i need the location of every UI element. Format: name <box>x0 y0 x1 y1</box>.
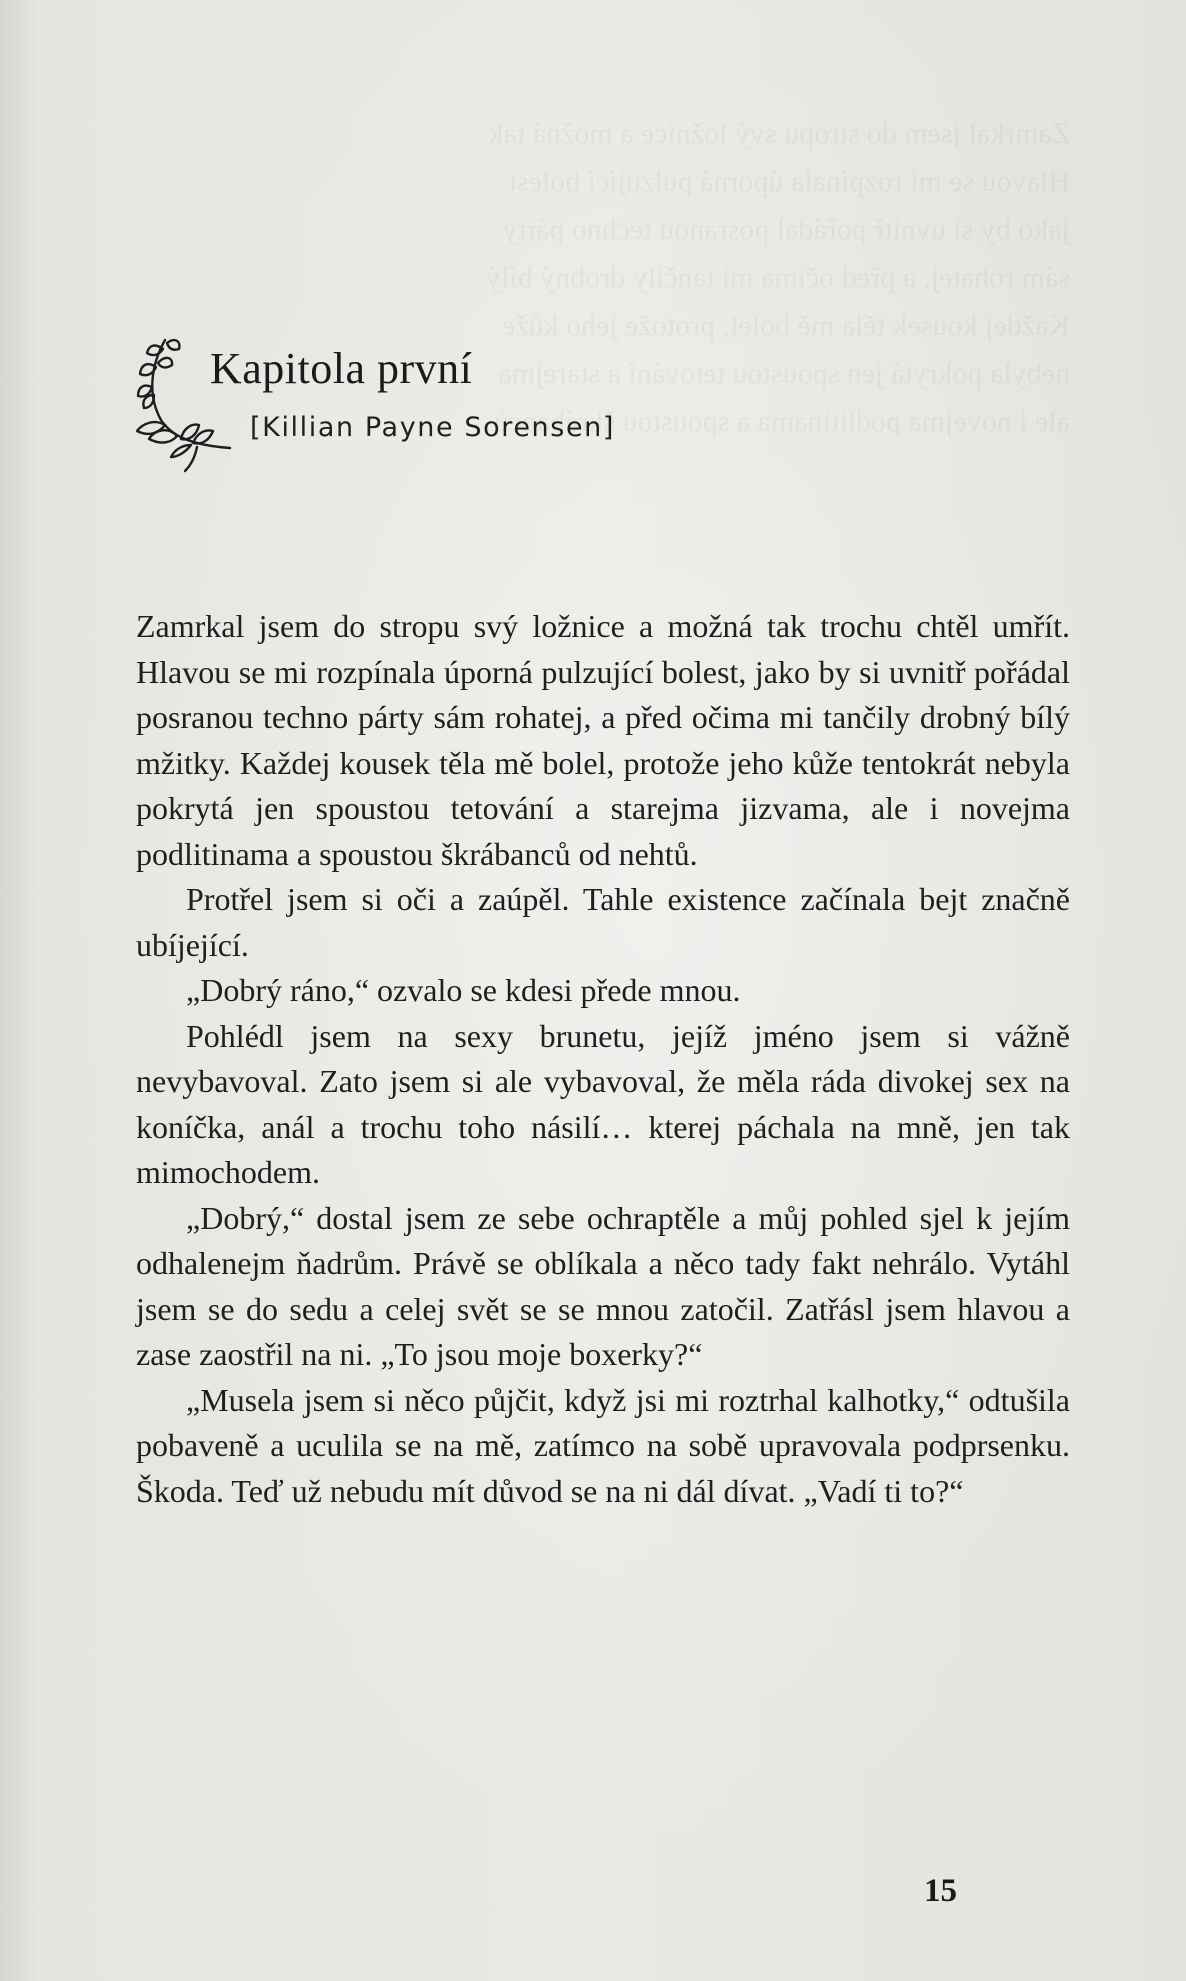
chapter-header <box>125 335 745 475</box>
chapter-title: Kapitola první <box>210 344 473 393</box>
paragraph: „Dobrý ráno,“ ozvalo se kdesi přede mnou. <box>186 972 741 1008</box>
show-through-text: Zamrkal jsem do stropu svý ložnice a možná tak Hlavou se mi rozpínala úporná pulzující bolest jako by si uvnitř pořádal posranou techno párty sám rohatej, a před očima mi tančily drobný bílý Každej kousek těla mě bolel, protože jeho kůže nebyla pokrytá jen spoustou tetování a starejma ale i novejma podlitinama a spoustou škrábanců <box>485 117 1070 438</box>
paragraph: Protřel jsem si oči a zaúpěl. Tahle existence začínala bejt značně ubíjející. <box>136 881 1070 963</box>
page-number: 15 <box>924 1873 957 1909</box>
paragraph: „Dobrý,“ dostal jsem ze sebe ochraptěle a můj pohled sjel k jejím odhalenejm ňadrům. Právě se oblíkala a něco tady fakt nehrálo. Vytáhl jsem se do sedu a celej svět se se mnou zatočil. Zatřásl jsem hlavou a zase zaostřil na ni. „To jsou moje boxerky?“ <box>136 1199 1070 1372</box>
chapter-body <box>136 604 1070 1514</box>
paragraph: Zamrkal jsem do stropu svý ložnice a možná tak trochu chtěl umřít. Hlavou se mi rozpínala úporná pulzující bolest, jako by si uvnitř pořádal posranou techno párty sám rohatej, a před očima mi tančily drobný bílý mžitky. Každej kousek těla mě bolel, protože jeho kůže tentokrát nebyla pokrytá jen spoustou tetování a starejma jizvama, ale i novejma podlitinama a spoustou škrábanců od nehtů. <box>136 608 1070 872</box>
chapter-subtitle: [Killian Payne Sorensen] <box>250 412 615 443</box>
paragraph: „Musela jsem si něco půjčit, když jsi mi roztrhal kalhotky,“ odtušila pobaveně a uculila se na mě, zatímco na sobě upravovala podprsenku. Škoda. Teď už nebudu mít důvod se na ni dál dívat. „Vadí ti to?“ <box>136 1381 1070 1509</box>
paragraph: Pohlédl jsem na sexy brunetu, jejíž jméno jsem si vážně nevybavoval. Zato jsem si ale vybavoval, že měla ráda divokej sex na koníčka, anál a trochu toho násilí… kterej páchala na mně, jen tak mimochodem. <box>136 1017 1070 1190</box>
